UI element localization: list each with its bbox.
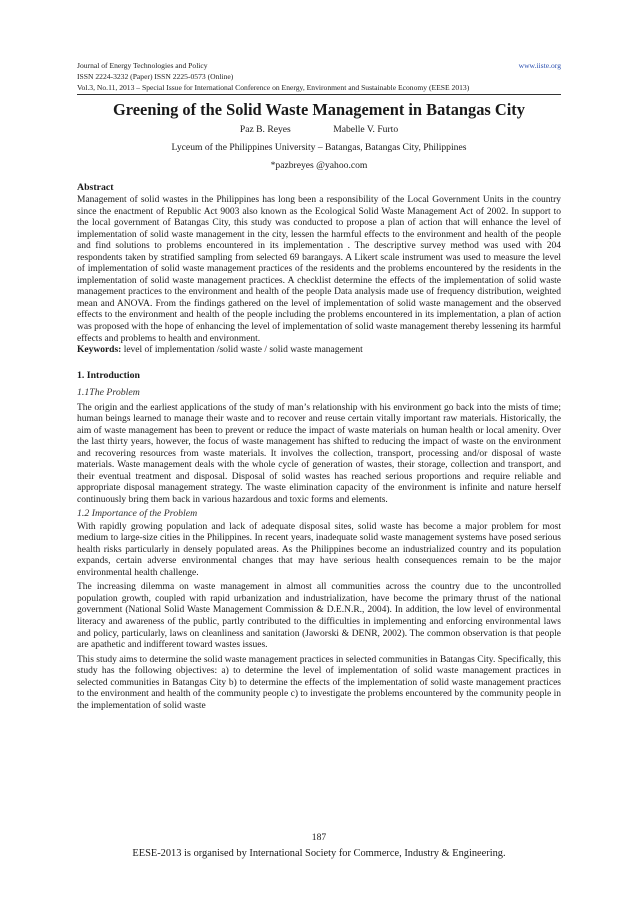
affiliation: Lyceum of the Philippines University – Batangas, Batangas City, Philippines (171, 142, 467, 153)
journal-url-link[interactable]: www.iiste.org (518, 61, 561, 70)
paper-title: Greening of the Solid Waste Management in Batangas City (113, 100, 525, 119)
keywords-line (77, 345, 561, 357)
issn-line: ISSN 2224-3232 (Paper) ISSN 2225-0573 (Online) (77, 72, 234, 81)
intro-paragraph: The origin and the earliest applications of the study of man’s relationship with his environment go back into the mists of time; human beings learned to manage their waste and to recover and reuse certain vitally important raw materials. Historically, the aim of waste management has been to prevent or reduce the impact of waste materials on human health or local amenity. Over the last thirty years, however, the focus of waste management has shifted to reducing the impact of waste on the environment and recovering resources from waste materials. It involves the collection, transport, processing and/or disposal of waste materials. Waste management deals with the whole cycle of generation of wastes, their storage, collection and transport, and their eventual treatment and disposal. Disposal of solid wastes has reached serious proportions and require reliable and appropriate disposal management strategy. The waste elimination capacity of the environment is infinite and nature herself continuously bring them back in various hazardous and toxic forms and elements. (77, 402, 561, 506)
intro-paragraph: The increasing dilemma on waste management in almost all communities across the country due to the uncontrolled population growth, coupled with rapid urbanization and industrialization, have become the primary thrust of the national government (National Solid Waste Management Commission & D.E.N.R., 2004). In addition, the low level of environmental literacy and awareness of the public, partly contributed to the difficulties in implementing and enforcing environmental laws and policy, particularly, laws on cleanliness and sanitation (Jaworski & DENR, 2002). The common observation is that people are apathetic and indifferent toward wastes issues. (77, 582, 561, 651)
issue-line: Vol.3, No.11, 2013 – Special Issue for International Conference on Energy, Environment and Sustainable Economy (EESE 2013) (77, 83, 470, 92)
subsection-heading: 1.2 Importance of the Problem (77, 507, 198, 519)
keywords-text: level of implementation /solid waste / solid waste management (121, 345, 363, 356)
intro-paragraph: With rapidly growing population and lack of adequate disposal sites, solid waste has become a major problem for most medium to large-size cities in the Philippines. In recent years, inadequate solid waste management systems have posed serious health risks particularly in densely populated areas. As the Philippines become an industrialized country and its population expands, certain adverse environmental changes that may have serious health consequences remain to be the major environmental health challenge. (77, 521, 561, 578)
author-email: *pazbreyes @yahoo.com (270, 160, 368, 171)
abstract-heading: Abstract (77, 182, 114, 193)
paper-page (77, 60, 561, 712)
section-heading: 1. Introduction (77, 369, 140, 381)
author-list (77, 123, 561, 136)
header-divider (77, 94, 561, 95)
keywords-label: Keywords: (77, 345, 122, 356)
intro-paragraph: This study aims to determine the solid waste management practices in selected communities in Batangas City. Specifically, this study has the following objectives: a) to determine the level of implementation of solid waste management practices in selected communities in Batangas City b) to determine the effects of the implementation of solid waste management practices to the environment and health of the community people c) to investigate the problems encountered by the community people in the implementation of solid waste (77, 654, 561, 711)
journal-name: Journal of Energy Technologies and Policy (77, 61, 208, 70)
subsection-heading: 1.1The Problem (77, 386, 140, 398)
abstract-text: Management of solid wastes in the Philippines has long been a responsibility of the Local Government Units in the country since the enactment of Republic Act 9003 also known as the Ecological Solid Waste Management Act of 2002. In support to the local government of Batangas City, this study was conducted to propose a plan of action that will enhance the level of implementation of solid waste management in the city, lessen the harmful effects to the environment and health of the people and find solutions to problems encountered in its implementation . The descriptive survey method was used with 204 respondents taken by stratified sampling from selected 69 barangays. A Likert scale instrument was used to measure the level of implementation of solid waste management practices of the residents and the problems encountered by the residents in the implementation of solid waste management practices. A checklist determine the effects of the implementation of solid waste management practices to the environment and health of the people Data analysis made use of frequency distribution, weighted mean and ANOVA. From the findings gathered on the level of implementation of solid waste management and the observed effects to the environment and health of the people including the problems encountered in its implementation, a plan of action was proposed with the hope of enhancing the level of implementation of solid waste management thereby lessening its harmful effects and problems to health and environment. (77, 195, 561, 344)
journal-header (77, 60, 561, 71)
page-number: 187 (311, 832, 327, 843)
author-name: Mabelle V. Furto (333, 124, 399, 135)
author-name: Paz B. Reyes (239, 124, 291, 135)
footer-note: EESE-2013 is organised by International Society for Commerce, Industry & Engineering. (132, 848, 506, 859)
